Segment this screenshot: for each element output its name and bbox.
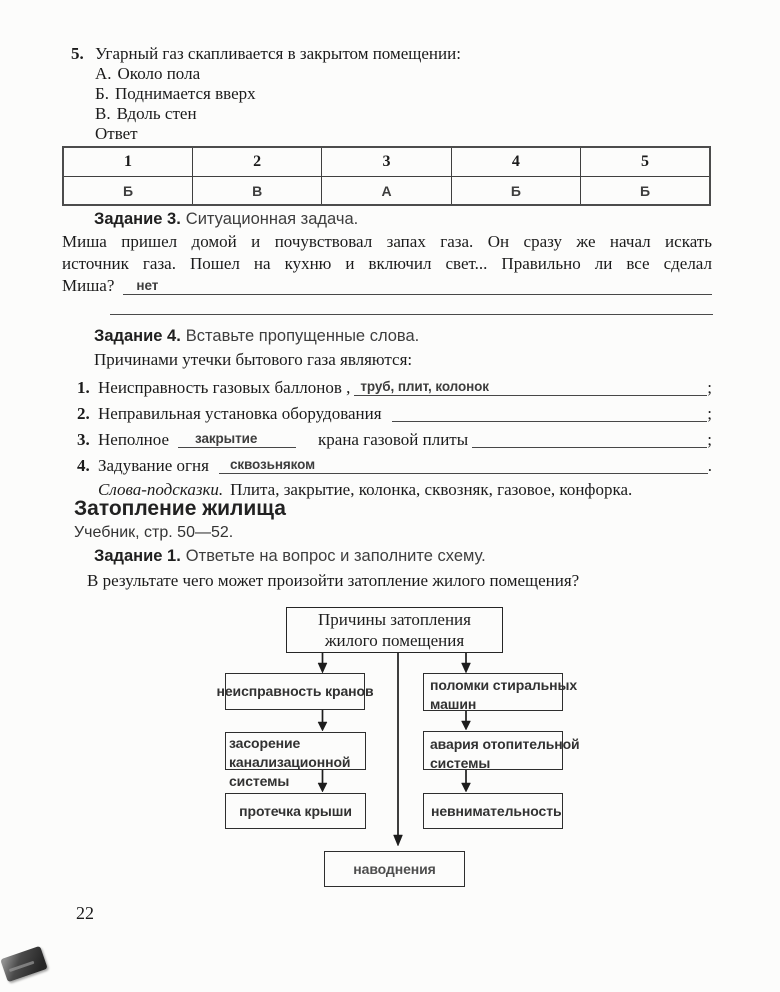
task4-label: Задание 4. (94, 327, 181, 345)
item-4-number: 4. (77, 456, 90, 475)
scheme-box-heating-accident (423, 731, 580, 771)
task4-item-2 (62, 398, 712, 424)
option-v (95, 104, 712, 124)
task4-items (62, 372, 712, 500)
task1-heading (94, 547, 486, 566)
page-number: 22 (76, 903, 94, 923)
scheme-box-roof-leak (225, 793, 366, 829)
section-title: Затопление жилища (74, 497, 286, 520)
task3-heading (94, 210, 358, 229)
scheme-root-text: Причины затопления жилого помещения (318, 610, 471, 650)
task4-item-4 (62, 450, 712, 476)
answer-label: Ответ (95, 124, 138, 143)
arrow-root-to-bottom (394, 653, 403, 846)
item-3-mid-text: крана газовой плиты (318, 430, 469, 449)
item-3-blank-2 (472, 430, 707, 448)
item-1-number: 1. (77, 378, 90, 397)
question-number: 5. (71, 44, 84, 63)
question-text: Угарный газ скапливается в закрытом помещении: (95, 44, 461, 63)
task3-paragraph (62, 231, 712, 297)
answer-table (62, 146, 711, 206)
stamp-stripe (9, 961, 35, 972)
hints-label: Слова-подсказки. (98, 480, 224, 499)
header-cell-5: 5 (581, 147, 710, 177)
task3-answer-blank (123, 277, 712, 295)
task3-answer-text: нет (136, 278, 159, 293)
task1-label: Задание 1. (94, 547, 181, 565)
item-3-blank-1 (178, 430, 296, 448)
scheme-box-floods-text: наводнения (353, 860, 436, 877)
answer-cell-5: Б (581, 177, 710, 206)
header-cell-1: 1 (63, 147, 192, 177)
task3-answer-line (62, 275, 712, 297)
item-4-text: Задувание огня (98, 456, 209, 475)
item-1-punct: ; (707, 378, 712, 397)
answer-table-value-row (63, 177, 710, 206)
task1-question: В результате чего может произойти затопление жилого помещения? (87, 571, 580, 590)
option-a (95, 64, 712, 84)
header-cell-2: 2 (192, 147, 321, 177)
flooding-causes-scheme (0, 600, 780, 900)
header-cell-3: 3 (322, 147, 451, 177)
item-1-answer: труб, плит, колонок (360, 379, 489, 394)
scheme-box-faulty-taps (216, 673, 374, 710)
scheme-box-washing-machine (423, 673, 578, 712)
answer-table-header-row (63, 147, 710, 177)
item-4-punct: . (707, 456, 712, 475)
scheme-root-box (286, 607, 503, 653)
scheme-box-carelessness (423, 793, 563, 829)
section-subtitle: Учебник, стр. 50—52. (74, 524, 234, 541)
item-2-blank (392, 404, 708, 422)
scheme-box-sewer-clog (225, 732, 366, 789)
scheme-box-roof-leak-text: протечка крыши (239, 802, 352, 819)
item-3-punct: ; (707, 430, 712, 449)
task3-extra-blank-line (110, 297, 713, 315)
task1-title: Ответьте на вопрос и заполните схему. (185, 547, 486, 565)
task4-intro: Причинами утечки бытового газа являются: (94, 350, 413, 369)
item-3-text: Неполное (98, 430, 170, 449)
task3-line-2: источник газа. Пошел на кухню и включил свет... Правильно ли все сделал (62, 254, 712, 273)
task3-line-1: Миша пришел домой и почувствовал запах газа. Он сразу же начал искать (62, 232, 712, 251)
option-b (95, 84, 712, 104)
scheme-box-heating-accident-text: авария отопительной системы (430, 736, 580, 771)
option-b-label: Б. (95, 84, 110, 103)
task4-heading (94, 327, 419, 346)
scheme-box-floods (324, 851, 465, 887)
arrow-left-1-to-2 (318, 710, 327, 731)
option-v-label: В. (95, 104, 111, 123)
option-b-text: Поднимается вверх (115, 84, 256, 103)
arrow-root-to-left (318, 653, 327, 673)
scheme-box-carelessness-text: невнимательность (431, 802, 562, 819)
hints-words: Плита, закрытие, колонка, сквозняк, газовое, конфорка. (230, 480, 633, 499)
task4-item-3 (62, 424, 712, 450)
answer-cell-3: А (322, 177, 451, 206)
item-2-punct: ; (707, 404, 712, 423)
task3-label: Задание 3. (94, 210, 181, 228)
header-cell-4: 4 (451, 147, 580, 177)
scheme-box-washing-machine-text: поломки стиральных машин (430, 677, 578, 712)
item-2-text: Неправильная установка оборудования (98, 404, 382, 423)
answer-cell-1: Б (63, 177, 192, 206)
option-a-label: А. (95, 64, 112, 83)
task3-question-prefix: Миша? (62, 276, 115, 295)
task4-title: Вставьте пропущенные слова. (185, 327, 420, 345)
question-5 (62, 44, 712, 144)
item-2-number: 2. (77, 404, 90, 423)
scheme-box-faulty-taps-text: неисправность кранов (216, 683, 374, 699)
item-3-number: 3. (77, 430, 90, 449)
option-v-text: Вдоль стен (116, 104, 197, 123)
item-1-blank (354, 378, 707, 396)
answer-cell-2: В (192, 177, 321, 206)
arrow-right-2-to-3 (462, 770, 471, 792)
option-a-text: Около пола (117, 64, 201, 83)
item-3-answer-1: закрытие (195, 431, 258, 446)
item-1-text: Неисправность газовых баллонов , (98, 378, 351, 397)
task3-title: Ситуационная задача. (185, 210, 359, 228)
item-4-answer: сквозьняком (229, 457, 315, 472)
item-4-blank (219, 456, 708, 474)
answer-cell-4: Б (451, 177, 580, 206)
arrow-root-to-right (462, 653, 471, 673)
scheme-box-sewer-clog-text: засорение канализационной системы (229, 735, 351, 789)
publisher-stamp-icon (0, 946, 48, 982)
task4-item-1 (62, 372, 712, 398)
